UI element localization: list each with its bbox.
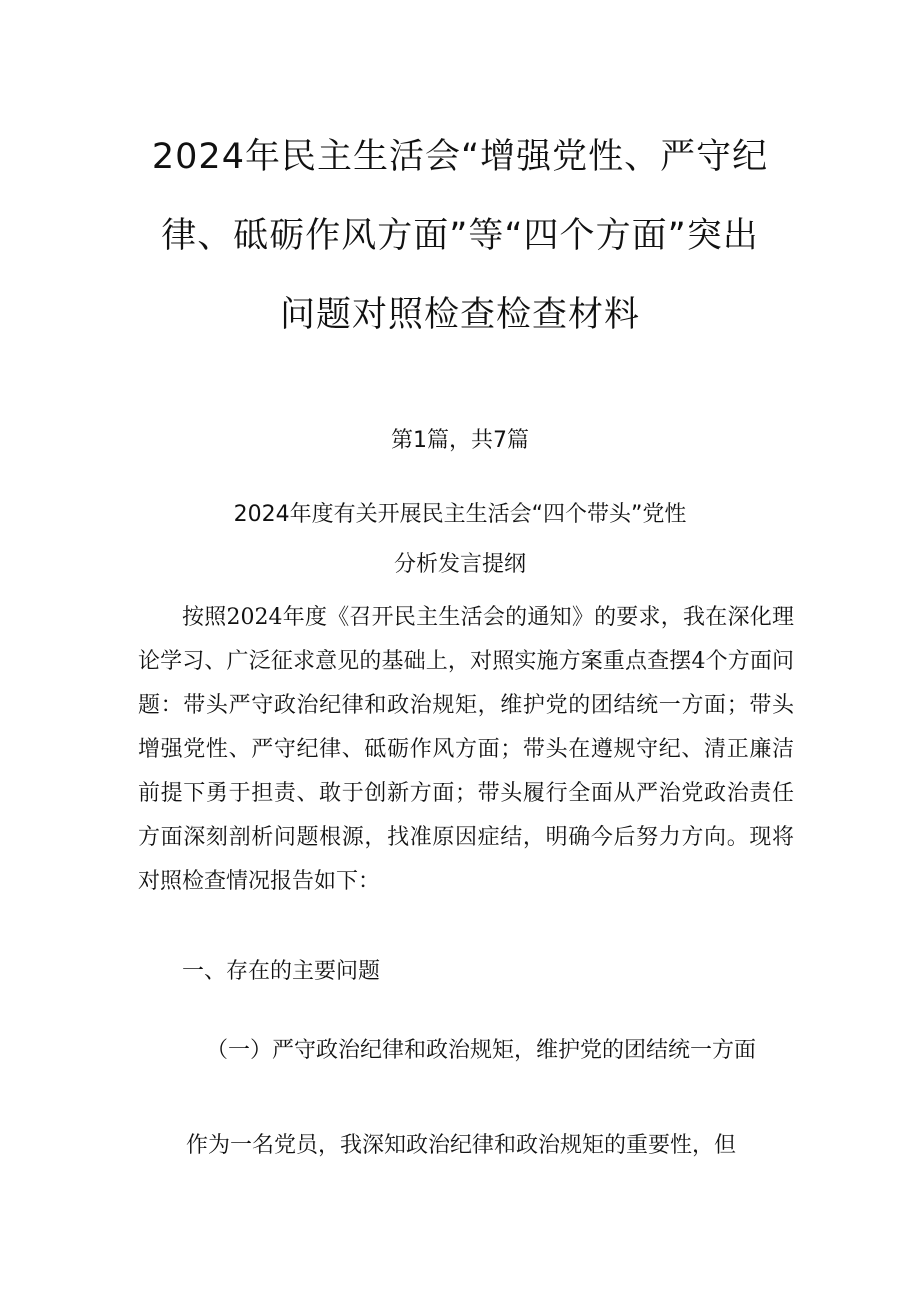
article-title-line-2: 分析发言提纲: [393, 552, 526, 577]
section-heading: 一、存在的主要问题: [182, 959, 381, 984]
body-paragraph: 作为一名党员，我深知政治纪律和政治规矩的重要性，但: [186, 1133, 737, 1158]
part-indicator: 第1篇，共7篇: [391, 428, 529, 453]
subsection-heading: （一）严守政治纪律和政治规矩，维护党的团结统一方面: [206, 1038, 757, 1063]
intro-paragraph: 按照2024年度《召开民主生活会的通知》的要求，我在深化理论学习、广泛征求意见的基础上，对照实施方案重点查摆4个方面问题：带头严守政治纪律和政治规矩，维护党的团结统一方面；带头增强党性、严守纪律、砥砺作风方面；带头在遵规守纪、清正廉洁前提下勇于担责、敢于创新方面；带头履行全面从严治党政治责任方面深刻剖析问题根源，找准原因症结，明确今后努力方向。现将对照检查情况报告如下：: [138, 605, 794, 894]
document-title: [130, 118, 790, 355]
article-title: [160, 490, 760, 590]
document-title-line-3: 问题对照检查检查材料: [279, 295, 640, 335]
document-title-line-1: 2024年民主生活会“增强党性、严守纪: [151, 137, 769, 177]
article-title-line-1: 2024年度有关开展民主生活会“四个带头”党性: [233, 502, 687, 527]
document-title-line-2: 律、砥砺作风方面”等“四个方面”突出: [161, 216, 759, 256]
